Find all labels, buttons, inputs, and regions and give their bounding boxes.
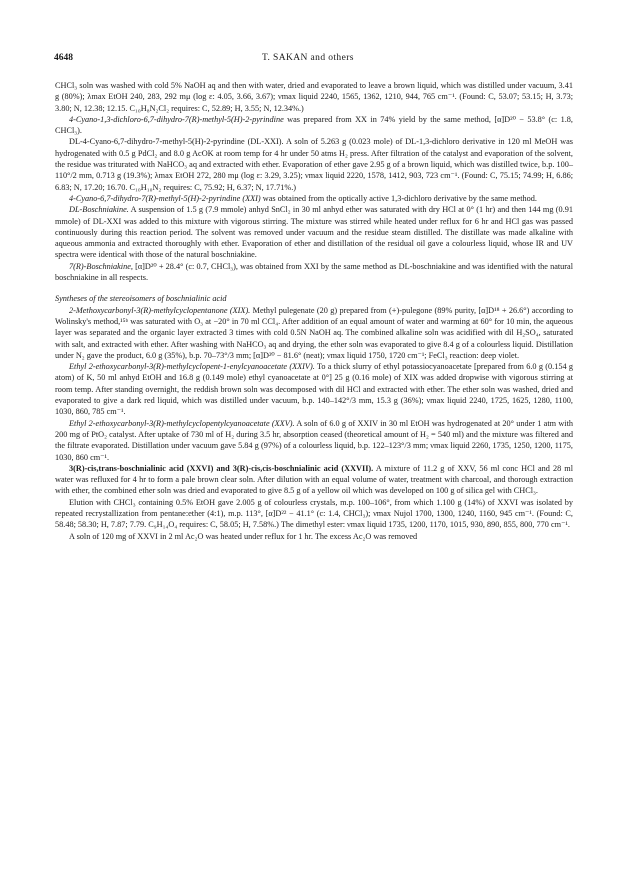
paragraph-text: Elution with CHCl₃ containing 0.5% EtOH gave 2.005 g of colourless crystals, m.p. 100–106°, from which 1.100 g (14%) of XXVI was isolated by repeated recrystallization from pentane:ether (4:1), m.p. 113°, [α]D²² − 41.1° (c: 1.4, CHCl₃); νmax Nujol 1700, 1300, 1240, 1160, 945 cm⁻¹. (Found: C, 58.48; 58.30; H, 7.87; 7.79. C₉H₁₄O₄ requires: C, 58.05; H, 7.58%.) The dimethyl ester: νmax liquid 1735, 1200, 1170, 1015, 930, 890, 855, 800, 770 cm⁻¹. xyxy=(55,497,573,530)
paragraph xyxy=(55,531,573,542)
paragraph xyxy=(55,497,573,531)
paragraph xyxy=(55,136,573,192)
compound-name: DL-Boschniakine. xyxy=(69,205,129,215)
compound-name: Ethyl 2-ethoxycarbonyl-3(R)-methylcyclopentylcyanoacetate (XXV). xyxy=(69,418,295,428)
compound-name: 3(R)-cis,trans-boschnialinic acid (XXVI) and 3(R)-cis,cis-boschnialinic acid (XXVII). xyxy=(69,463,374,473)
paragraph-text: [α]D²⁰ + 28.4° (c: 0.7, CHCl₃), was obtained from XXI by the same method as DL-boschniakine and was identified with the natural boschniakine in all respects. xyxy=(55,261,573,283)
compound-name: 7(R)-Boschniakine, xyxy=(69,261,133,271)
paragraph-text: A suspension of 1.5 g (7.9 mmole) anhyd SnCl₂ in 30 ml anhyd ether was saturated with dry HCl at 0° (1 hr) and then 144 mg (0.91 mmole) of DL-XXI was added to this mixture with vigorous stirring. The mixture was stirred while heated under reflux for 6 hr and HCl gas was passed continuously during this reaction period. The solvent was removed under vacuum and the residue steam distilled. The distillate was made alkaline with aqueous ammonia and extracted thoroughly with ether. Evaporation of ether and distillation of the residual oil gave a colourless liquid, whose IR and UV spectra were identical with those of the natural boschniakine. xyxy=(55,205,573,260)
compound-name: 4-Cyano-1,3-dichloro-6,7-dihydro-7(R)-methyl-5(H)-2-pyrindine xyxy=(69,114,284,124)
paragraph-text: A soln of 6.0 g of XXIV in 30 ml EtOH was hydrogenated at 20° under 1 atm with 200 mg of PtO₂ catalyst. After uptake of 730 ml of H₂ during 3.5 hr, absorption ceased (theoretical amount of H₂ = 540 ml) and the mixture was filtered and the filtrate evaporated. Distillation under vacuum gave 5.84 g (97%) of a colourless liquid, b.p. 122–123°/3 mm; νmax liquid 2260, 1735, 1250, 1200, 1175, 1030, 860 cm⁻¹. xyxy=(55,418,573,462)
paragraph xyxy=(55,80,573,114)
compound-name: 4-Cyano-6,7-dihydro-7(R)-methyl-5(H)-2-pyrindine (XXI) xyxy=(69,193,261,203)
paragraph xyxy=(55,204,573,260)
paragraph xyxy=(55,463,573,497)
paragraph-text: was obtained from the optically active 1,3-dichloro derivative by the same method. xyxy=(260,193,537,203)
paragraph-text: A mixture of 11.2 g of XXV, 56 ml conc HCl and 28 ml water was refluxed for 4 hr to form a pale brown clear soln. After dilution with an equal volume of water, treatment with charcoal, and thorough extraction with ether, the combined ether soln was dried and evaporated to give 8.5 g of a yellow oil which was developed on 100 g of silica gel with CHCl₃. xyxy=(55,463,573,496)
paragraph-text: was prepared from XX in 74% yield by the same method, [α]D²⁰ − 53.8° (c: 1.8, CHCl₃). xyxy=(55,114,573,136)
paragraph-text: To a thick slurry of ethyl potassiocyanoacetate [prepared from 6.0 g (0.154 g atom) of K, 50 ml anhyd EtOH and 16.8 g (0.149 mole) ethyl cyanoacetate at 0°] 25 g (0.16 mole) of XIX was added dropwise with vigorous stirring at room temp. After standing overnight, the reddish brown soln was decomposed with dil HCl and extracted with ether. The ether soln was washed, dried and evaporated to give a dark red liquid, which was distilled under vacuum, b.p. 140–142°/3 mm, 15.3 g (36%); νmax liquid 2240, 1725, 1625, 1280, 1100, 1030, 860, 785 cm⁻¹. xyxy=(55,362,573,417)
page-number: 4648 xyxy=(54,53,73,63)
article-body xyxy=(55,80,573,542)
compound-name: Ethyl 2-ethoxycarbonyl-3(R)-methylcyclopent-1-enylcyanoacetate (XXIV). xyxy=(69,362,315,372)
paragraph xyxy=(55,193,573,204)
section-heading: Syntheses of the stereoisomers of boschnialinic acid xyxy=(55,294,227,304)
paragraph-text: A soln of 120 mg of XXVI in 2 ml Ac₂O was heated under reflux for 1 hr. The excess Ac₂O was removed xyxy=(69,531,418,541)
paragraph xyxy=(55,305,573,361)
running-title: T. SAKAN and others xyxy=(262,53,354,63)
paragraph xyxy=(55,361,573,417)
paragraph xyxy=(55,114,573,137)
paragraph-text: CHCl₃ soln was washed with cold 5% NaOH aq and then with water, dried and evaporated to leave a brown liquid, which was distilled under vacuum, 3.41 g (80%); λmax EtOH 240, 283, 292 mμ (log ε: 4.05, 3.66, 3.67); νmax liquid 2240, 1565, 1362, 1210, 944, 765 cm⁻¹. (Found: C, 53.07; 53.15; H, 3.73; 3.80; N, 12.38; 12.15. C₁₀H₈N₂Cl₂ requires: C, 52.89; H, 3.55; N, 12.34%.) xyxy=(55,81,573,113)
paragraph xyxy=(55,261,573,284)
compound-name: 2-Methoxycarbonyl-3(R)-methylcyclopentanone (XIX). xyxy=(69,305,251,315)
paragraph-text: DL-4-Cyano-6,7-dihydro-7-methyl-5(H)-2-pyrindine (DL-XXI). A soln of 5.263 g (0.023 mole) of DL-1,3-dichloro derivative in 120 ml MeOH was hydrogenated with 0.5 g PdCl₂ and 8.0 g AcOK at room temp for 4 hr under 50 atms H₂ press. After filtration of the catalyst and evaporation of the solvent, the residue was triturated with NaHCO₃ aq and extracted with ether. Evaporation of ether gave 2.95 g of a brown liquid, which was distilled twice, b.p. 100–110°/2 mm, 0.713 g (19.3%); λmax EtOH 272, 280 mμ (log ε: 3.29, 3.25); νmax liquid 2220, 1578, 1412, 903, 723 cm⁻¹. (Found: C, 75.15; 74.99; H, 6.86; 6.83; N, 17.20; 16.70. C₁₀H₁₀N₂ requires: C, 75.92; H, 6.37; N, 17.71%.) xyxy=(55,137,573,192)
paragraph xyxy=(55,418,573,463)
section-spacer xyxy=(55,283,573,293)
page-header xyxy=(54,53,574,67)
paragraph-text: Methyl pulegenate (20 g) prepared from (+)-pulegone (89% purity, [α]D¹⁸ + 26.6°) according to Wolinsky's method,¹⁵ᵇ was saturated with O₃ at −20° in 70 ml CCl₄. After addition of an equal amount of water and warming at 60° for 10 min, the aqueous layer was separated and the organic layer extracted 3 times with cold 0.5N NaOH aq. The combined alkaline soln was acidified with dil H₂SO₄, saturated with salt, and extracted with ether. After washing with NaHCO₃ aq and drying, the ether soln was evaporated to give 8.4 g of a colourless liquid. Distillation under N₂ gave the product, 6.0 g (35%), b.p. 70–73°/3 mm; [α]D²⁰ − 81.6° (neat); νmax liquid 1750, 1720 cm⁻¹; FeCl₃ reaction: deep violet. xyxy=(55,305,573,360)
